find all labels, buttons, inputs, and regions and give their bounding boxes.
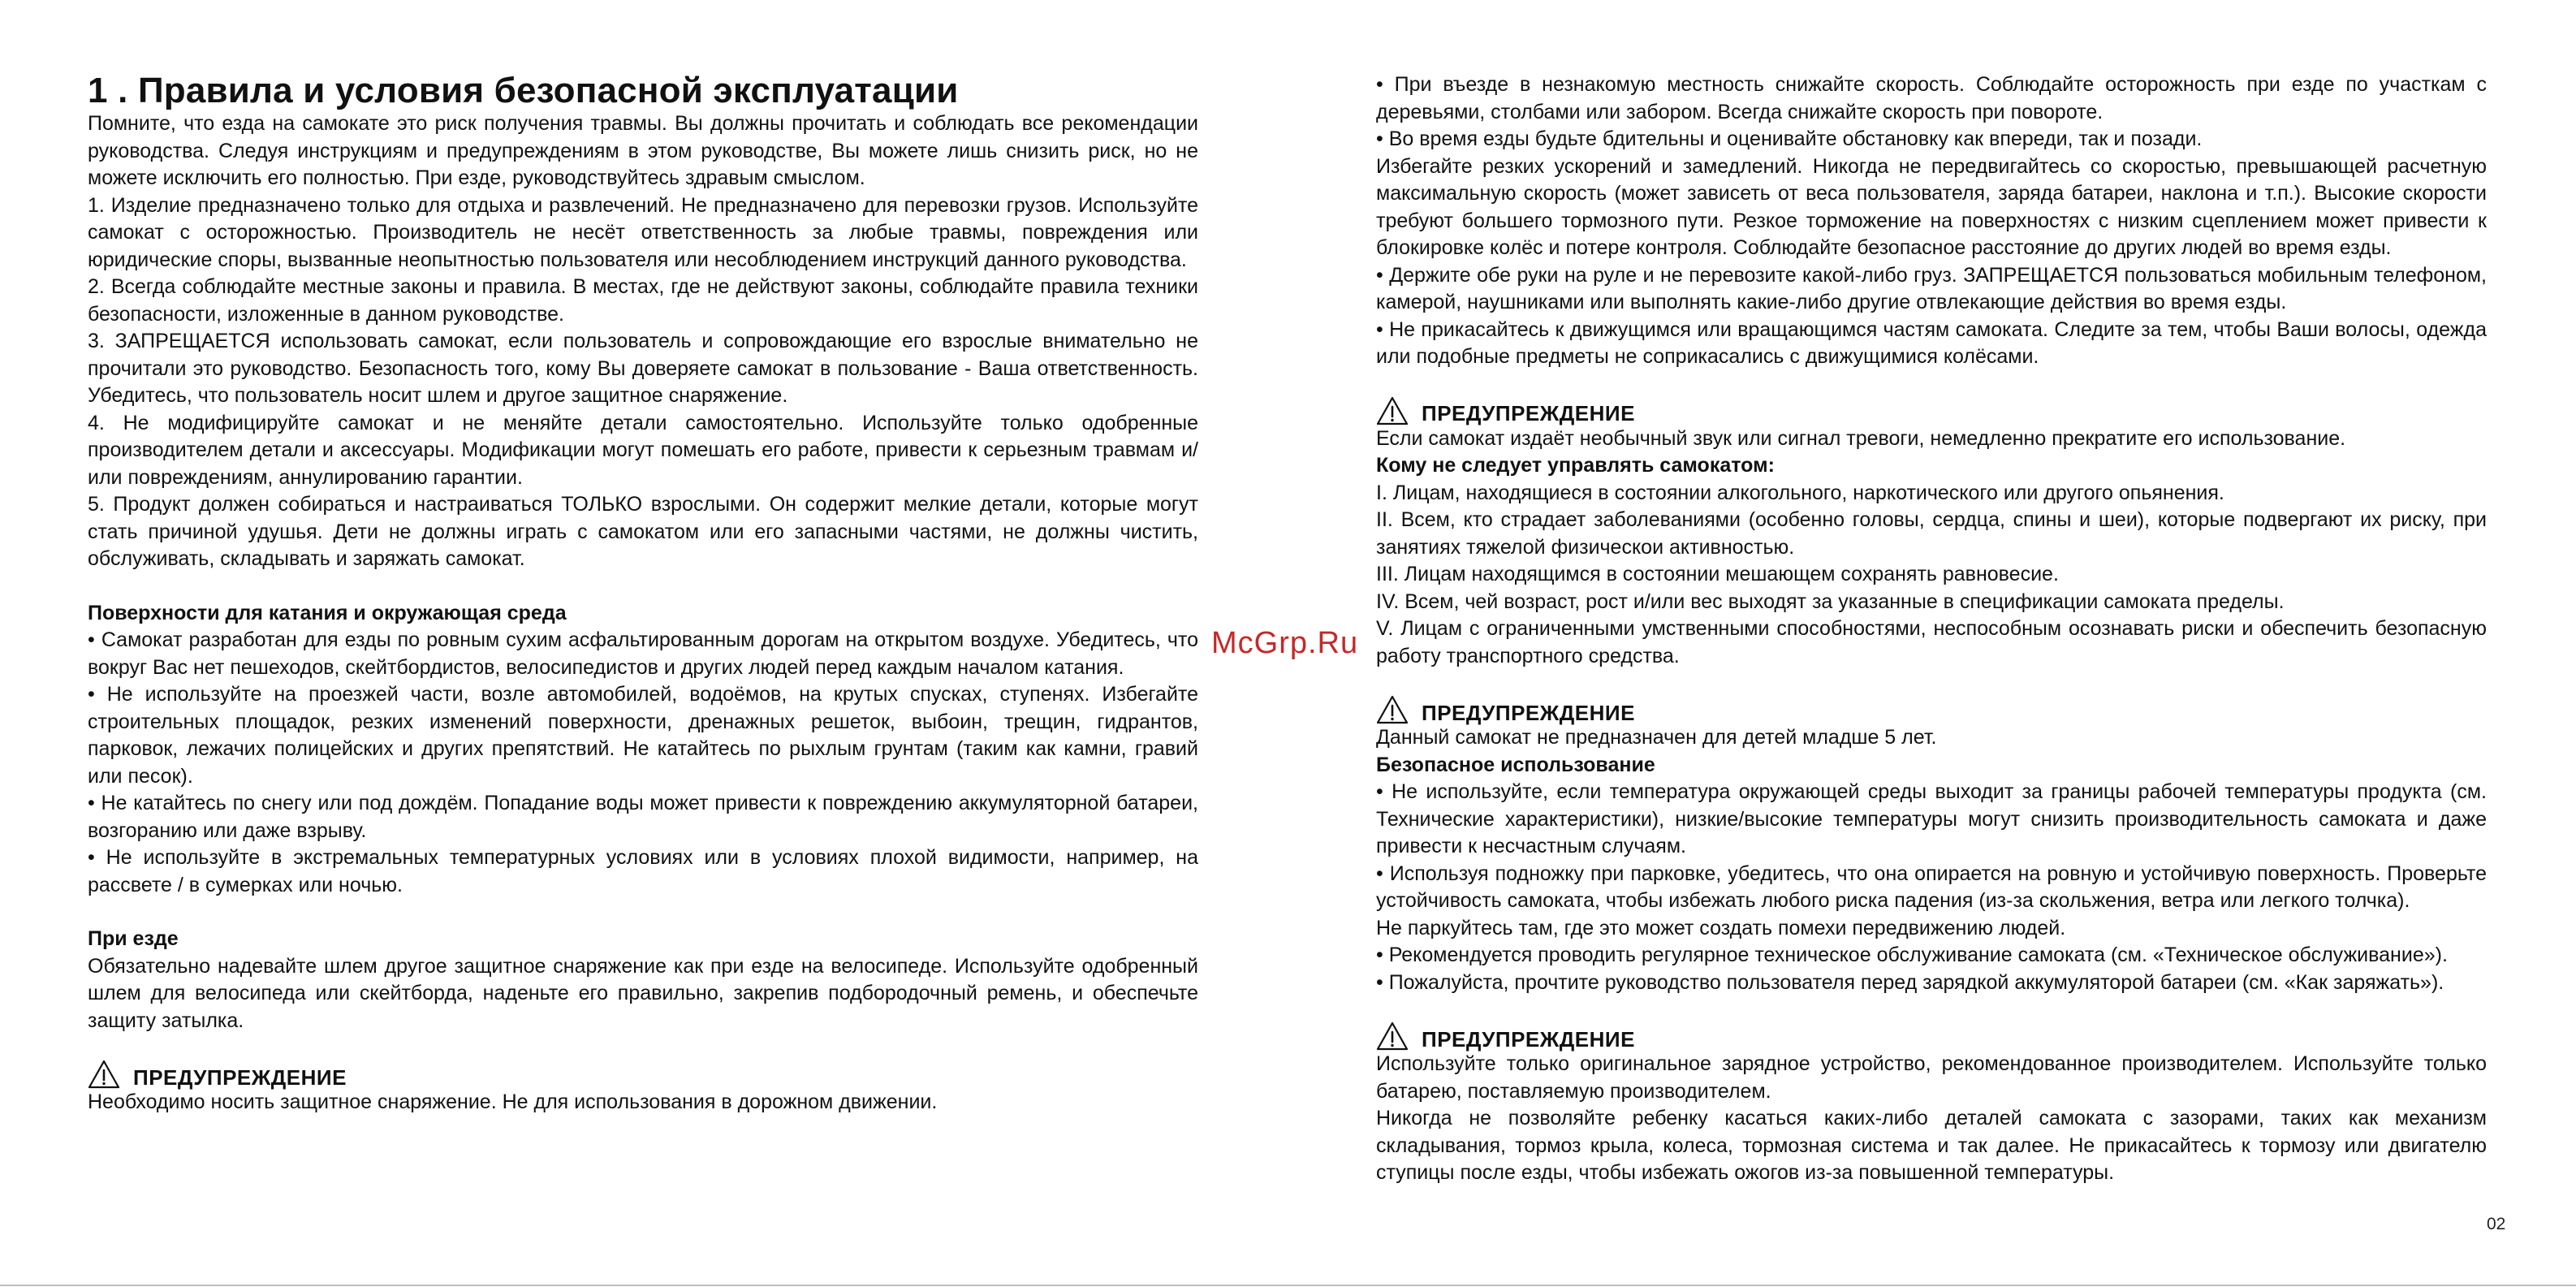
restriction-item: IV. Всем, чей возраст, рост и/или вес выходят за указанные в спецификации самоката пределы.: [1376, 590, 2285, 613]
surfaces-heading: Поверхности для катания и окружающая среда: [88, 601, 567, 624]
intro-paragraph: Помните, что езда на самокате это риск получения травмы. Вы должны прочитать и соблюдать все рекомендации руководства. Следуя инструкциям и предупреждениям в этом руководстве, Вы можете лишь снизить риск, но не можете исключить его полностью. При езде, руководствуйтесь здравым смыслом.: [88, 112, 1198, 189]
spacer: [88, 899, 1198, 926]
safe-use-item: • Используя подножку при парковке, убедитесь, что она опирается на ровную и устойчивую поверхность. Проверьте устойчивость самоката, чтобы избежать любого риска падения (из-за скольжения, ветра или легкого толчка).: [1376, 862, 2487, 912]
warning-text: Если самокат издаёт необычный звук или сигнал тревоги, немедленно прекратите его использование.: [1376, 426, 2346, 450]
riding-bullet: • Не прикасайтесь к движущимся или вращающимся частям самоката. Следите за тем, чтобы Ваши волосы, одежда или подобные предметы не соприкасались с движущимися колёсами.: [1376, 317, 2487, 368]
riding-heading: При езде: [88, 927, 179, 950]
warning-header: [1376, 396, 2487, 425]
riding-text: Обязательно надевайте шлем другое защитное снаряжение как при езде на велосипеде. Используйте одобренный шлем для велосипеда или скейтборда, наденьте его правильно, закрепив подбородочный ремень, и обеспечьте защиту затылка.: [88, 954, 1198, 1032]
watermark-text: McGrp.Ru: [1211, 626, 1359, 660]
child-warning-text: Никогда не позволяйте ребенку касаться каких-либо деталей самоката с зазорами, таких как механизм складывания, тормоз крыла, колеса, тормозная система и так далее. Не прикасайтесь к тормозу или двигателю ступицы после езды, чтобы избежать ожогов из-за повышенной температуры.: [1376, 1107, 2487, 1184]
warning-triangle-icon: [88, 1060, 120, 1089]
page-number: 02: [2487, 1215, 2506, 1233]
warning-header: [1376, 1021, 2487, 1051]
restriction-item: III. Лицам находящимся в состоянии мешающем сохранять равновесие.: [1376, 563, 2059, 585]
bottom-divider: [0, 1285, 2576, 1286]
safe-use-item: • Пожалуйста, прочтите руководство пользователя перед зарядкой аккумуляторой батареи (см. «Как заряжать»).: [1376, 970, 2444, 994]
surfaces-item: • Самокат разработан для езды по ровным сухим асфальтированным дорогам на открытом воздухе. Убедитесь, что вокруг Вас нет пешеходов, скейтбордистов, велосипедистов и других людей перед каждым началом катания.: [88, 628, 1198, 679]
warning-triangle-icon: [1376, 1021, 1409, 1051]
surfaces-item: • Не используйте в экстремальных температурных условиях или в условиях плохой видимости, например, на рассвете / в сумерках или ночью.: [88, 846, 1198, 896]
rule-item: 5. Продукт должен собираться и настраиваться ТОЛЬКО взрослыми. Он содержит мелкие детали, которые могут стать причиной удушья. Дети не должны играть с самокатом или его запасными частями, не должны чистить, обслуживать, складывать и заряжать самокат.: [88, 493, 1198, 570]
riding-bullet: • Во время езды будьте бдительны и оценивайте обстановку как впереди, так и позади.: [1376, 127, 2203, 150]
rule-item: 1. Изделие предназначено только для отдыха и развлечений. Не предназначено для перевозки грузов. Используйте самокат с осторожностью. Производитель не несёт ответственность за любые травмы, повреждения или юридические споры, вызванные неопытностью пользователя или несоблюдением инструкций данного руководства.: [88, 193, 1198, 271]
warning-header: [1376, 695, 2487, 724]
surfaces-item: • Не используйте на проезжей части, возле автомобилей, водоёмов, на крутых спусках, ступенях. Избегайте строительных площадок, резких изменений поверхности, дренажных решеток, выбоин, трещин, гидрантов, парковок, лежачих полицейских и других препятствий. Не катайтесь по рыхлым грунтам (таким как камни, гравий или песок).: [88, 683, 1198, 788]
left-column: [88, 68, 1198, 1116]
warning-title: ПРЕДУПРЕЖДЕНИЕ: [133, 1065, 347, 1090]
rule-item: 4. Не модифицируйте самокат и не меняйте детали самостоятельно. Используйте только одобренные производителем детали и аксессуары. Модификации могут помешать его работе, привести к серьезным травмам и/или повреждениям, аннулированию гарантии.: [88, 411, 1198, 489]
page-title: 1 . Правила и условия безопасной эксплуатации: [88, 71, 959, 110]
safe-use-item: Не паркуйтесь там, где это может создать помехи передвижению людей.: [1376, 916, 2066, 939]
right-column: [1376, 71, 2487, 1187]
restriction-item: II. Всем, кто страдает заболеваниями (особенно головы, сердца, спины и шеи), которые подвергают их риску, при занятиях тяжелой физическои активностью.: [1376, 508, 2487, 559]
warning-title: ПРЕДУПРЕЖДЕНИЕ: [1422, 1026, 1635, 1052]
warning-triangle-icon: [1376, 695, 1409, 724]
restriction-item: V. Лицам с ограниченными умственными способностями, неспособным осознавать риски и обеспечить безопасную работу транспортного средства.: [1376, 617, 2487, 667]
warning-text: Необходимо носить защитное снаряжение. Не для использования в дорожном движении.: [88, 1090, 938, 1113]
rule-item: 2. Всегда соблюдайте местные законы и правила. В местах, где не действуют законы, соблюдайте правила техники безопасности, изложенные в данном руководстве.: [88, 275, 1198, 326]
riding-bullet: Избегайте резких ускорений и замедлений. Никогда не передвигайтесь со скоростью, превышающей расчетную максимальную скорость (может зависеть от веса пользователя, заряда батареи, наклона и т.п.). Высокие скорости требуют большего тормозного пути. Резкое торможение на поверхностях с низким сцеплением может привести к блокировке колёс и потере контроля. Соблюдайте безопасное расстояние до других людей во время езды.: [1376, 154, 2487, 259]
safe-use-item: • Рекомендуется проводить регулярное техническое обслуживание самоката (см. «Техническое обслуживание»).: [1376, 944, 2448, 966]
warning-title: ПРЕДУПРЕЖДЕНИЕ: [1422, 700, 1635, 725]
riding-bullet: • Держите обе руки на руле и не перевозите какой-либо груз. ЗАПРЕЩАЕТСЯ пользоваться мобильным телефоном, камерой, наушниками или выполнять какие-либо другие отвлекающие действия во время езды.: [1376, 263, 2487, 313]
warning-title: ПРЕДУПРЕЖДЕНИЕ: [1422, 401, 1635, 425]
restriction-item: I. Лицам, находящиеся в состоянии алкогольного, наркотического или другого опьянения.: [1376, 481, 2224, 504]
safe-use-item: • Не используйте, если температура окружающей среды выходит за границы рабочей температуры продукта (см. Технические характеристики), низкие/высокие температуры могут снизить производительность самоката и даже привести к несчастным случаям.: [1376, 780, 2487, 857]
who-should-not-heading: Кому не следует управлять самокатом:: [1376, 454, 1775, 477]
rule-item: 3. ЗАПРЕЩАЕТСЯ использовать самокат, если пользователь и сопровождающие его взрослые внимательно не прочитали это руководство. Безопасность того, кому Вы доверяете самокат в пользование - Ваша ответственность. Убедитесь, что пользователь носит шлем и другое защитное снаряжение.: [88, 330, 1198, 407]
surfaces-item: • Не катайтесь по снегу или под дождём. Попадание воды может привести к повреждению аккумуляторной батареи, возгоранию или даже взрыву.: [88, 792, 1198, 842]
warning-text: Данный самокат не предназначен для детей младше 5 лет.: [1376, 726, 1937, 749]
warning-header: [88, 1060, 1198, 1089]
safe-use-heading: Безопасное использование: [1376, 753, 1655, 776]
spacer: [88, 573, 1198, 600]
warning-triangle-icon: [1376, 396, 1409, 425]
riding-bullet: • При въезде в незнакомую местность снижайте скорость. Соблюдайте осторожность при езде по участкам с деревьями, столбами или забором. Всегда снижайте скорость при повороте.: [1376, 73, 2487, 123]
charger-warning-text: Используйте только оригинальное зарядное устройство, рекомендованное производителем. Используйте только батарею, поставляемую производителем.: [1376, 1052, 2487, 1103]
